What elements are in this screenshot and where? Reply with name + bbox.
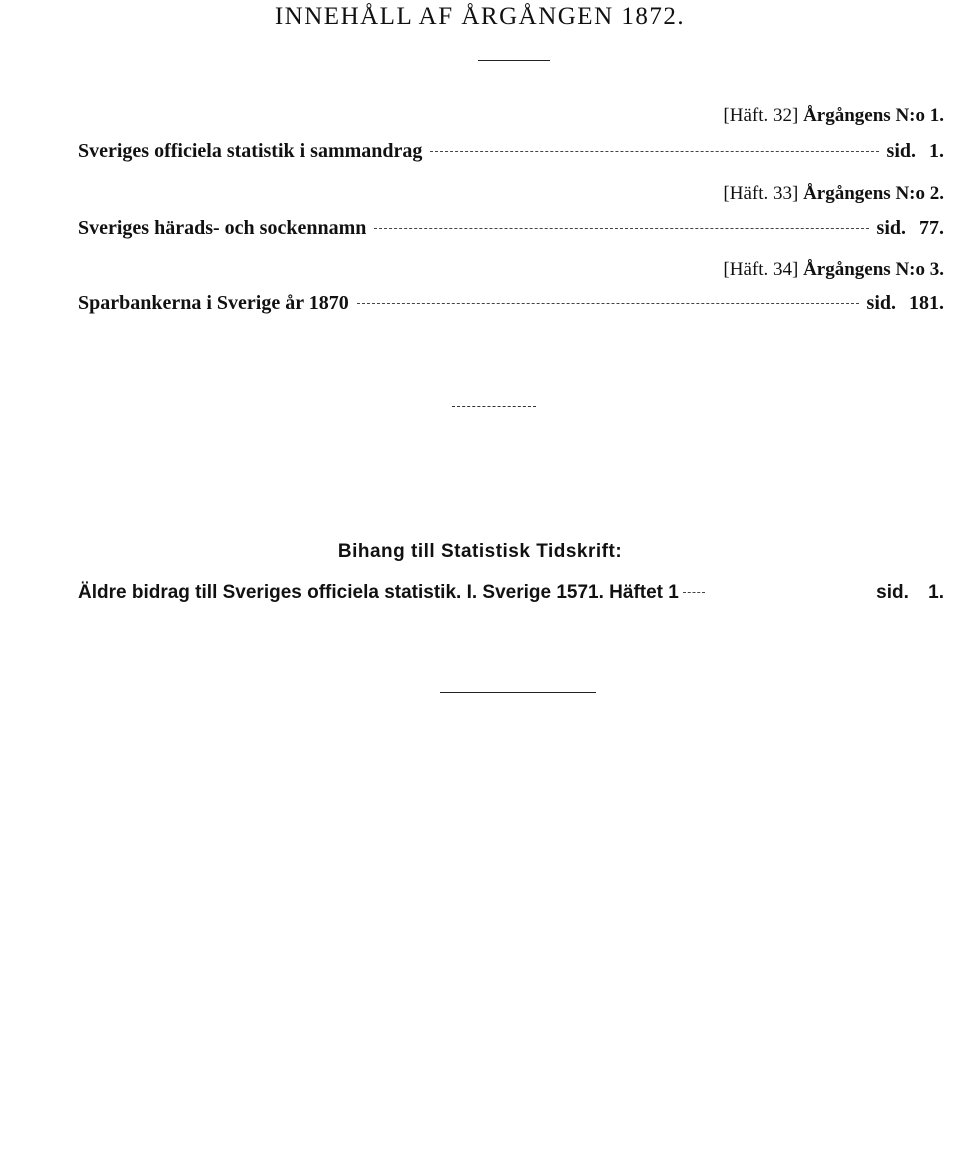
supplement-entry	[78, 580, 944, 606]
issue-bracket: [Häft. 32]	[723, 105, 799, 126]
supplement-entry-page: sid. 1.	[876, 582, 944, 603]
toc-entry-title: Sveriges officiela statistik i sammandrag	[78, 140, 423, 162]
page-title: INNEHÅLL AF ÅRGÅNGEN 1872.	[274, 3, 686, 30]
dot-leader	[430, 151, 878, 152]
issue-header-3	[723, 258, 944, 282]
toc-entry-page: sid. 181.	[866, 292, 944, 314]
dot-leader	[374, 228, 868, 229]
title-divider	[478, 60, 550, 61]
dot-leader	[683, 592, 705, 593]
issue-number: Årgångens N:o 3.	[803, 259, 944, 280]
issue-bracket: [Häft. 34]	[723, 259, 799, 280]
closing-divider	[440, 692, 596, 693]
toc-entry-2	[78, 215, 944, 241]
toc-entry-page: sid. 77.	[876, 217, 944, 239]
issue-number: Årgångens N:o 1.	[803, 105, 944, 126]
issue-header-1	[723, 104, 944, 128]
toc-entry-page: sid. 1.	[886, 140, 944, 162]
issue-number: Årgångens N:o 2.	[803, 183, 944, 204]
issue-bracket: [Häft. 33]	[723, 183, 799, 204]
toc-entry-3	[78, 290, 944, 316]
section-divider	[452, 406, 536, 407]
supplement-entry-title: Äldre bidrag till Sveriges officiela statistik. I. Sverige 1571. Häftet 1	[78, 582, 679, 603]
issue-header-2	[723, 182, 944, 206]
toc-entry-1	[78, 138, 944, 164]
toc-entry-title: Sparbankerna i Sverige år 1870	[78, 292, 349, 314]
dot-leader	[357, 303, 859, 304]
toc-entry-title: Sveriges härads- och sockennamn	[78, 217, 367, 239]
supplement-heading: Bihang till Statistisk Tidskrift:	[337, 541, 623, 562]
